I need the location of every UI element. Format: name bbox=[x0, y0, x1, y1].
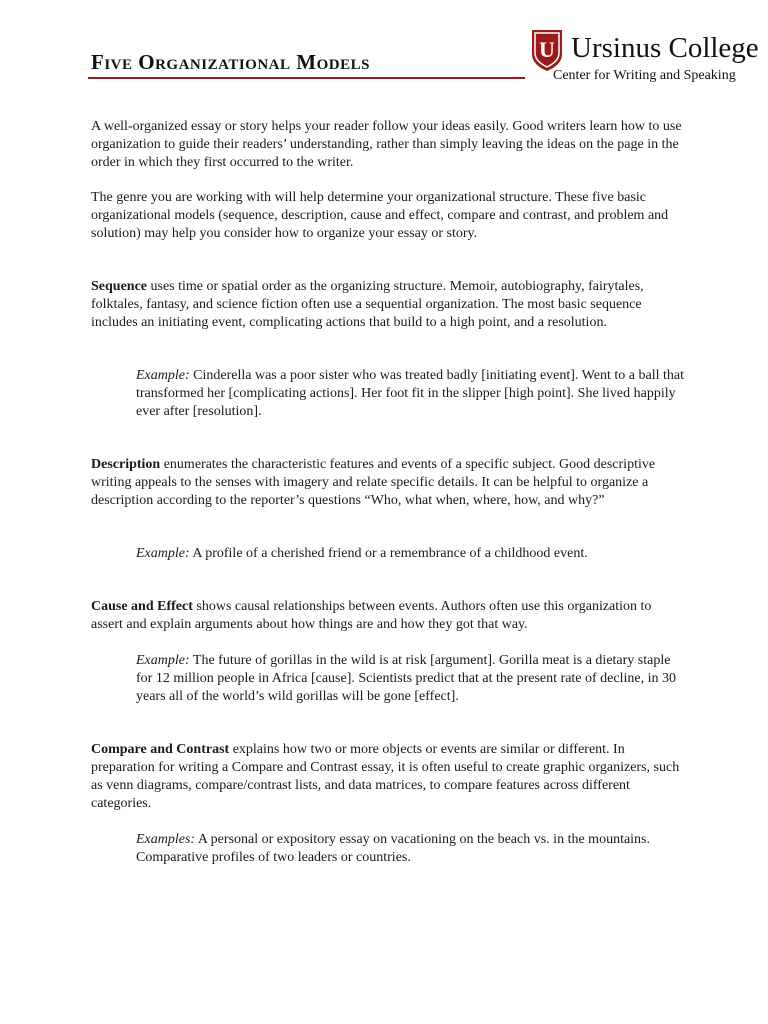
model-description: shows causal relationships between events. Authors often use this organization to assert and explain arguments about how things are and how they got that way. bbox=[91, 599, 652, 632]
title-underline bbox=[88, 77, 525, 79]
college-name: Ursinus College bbox=[571, 32, 759, 64]
example-label: Examples: bbox=[136, 832, 196, 847]
model-description-example bbox=[136, 545, 684, 563]
shield-u-icon bbox=[530, 28, 564, 72]
example-text: A personal or expository essay on vacationing on the beach vs. in the mountains. Comparative profiles of two leaders or countries. bbox=[136, 832, 651, 865]
logo-letter: U bbox=[539, 37, 555, 62]
model-description: explains how two or more objects or events are similar or different. In preparation for writing a Compare and Contrast essay, it is often useful to create graphic organizers, such as venn diagrams, compare/contrast lists, and data matrices, to compare features across different categories. bbox=[91, 742, 680, 811]
example-text: The future of gorillas in the wild is at risk [argument]. Gorilla meat is a dietary staple for 12 million people in Africa [cause]. Scientists predict that at the present rate of decline, in 30 years all of the world’s wild gorillas will be gone [effect]. bbox=[136, 653, 676, 704]
model-term: Description bbox=[91, 457, 161, 472]
model-cause-effect-paragraph bbox=[91, 598, 683, 634]
model-term: Compare and Contrast bbox=[91, 742, 230, 757]
model-sequence-paragraph bbox=[91, 278, 683, 332]
model-description: enumerates the characteristic features and events of a specific subject. Good descriptive writing appeals to the senses with imagery and relate specific details. It can be helpful to organize a description according to the reporter’s questions “Who, what when, where, how, and why?” bbox=[91, 457, 656, 508]
model-cause-effect-example bbox=[136, 652, 684, 706]
intro-paragraph: A well-organized essay or story helps your reader follow your ideas easily. Good writers learn how to use organization to guide their readers’ understanding, rather than simply leaving the ideas on the page in the order in which they first occurred to the writer. bbox=[91, 119, 682, 170]
model-sequence-example bbox=[136, 367, 684, 421]
example-label: Example: bbox=[136, 368, 190, 383]
model-description: uses time or spatial order as the organizing structure. Memoir, autobiography, fairytales, folktales, fantasy, and science fiction often use a sequential organization. The most basic sequence includes an initiating event, complicating actions that build to a high point, and a resolution. bbox=[91, 279, 644, 330]
example-label: Example: bbox=[136, 546, 190, 561]
model-compare-contrast-paragraph bbox=[91, 741, 683, 813]
model-term: Cause and Effect bbox=[91, 599, 193, 614]
model-term: Sequence bbox=[91, 279, 147, 294]
model-compare-contrast-example bbox=[136, 831, 684, 867]
intro-paragraph: The genre you are working with will help determine your organizational structure. These five basic organizational models (sequence, description, cause and effect, compare and contrast, and problem and solution) may help you consider how to organize your essay or story. bbox=[91, 190, 669, 241]
model-description-paragraph bbox=[91, 456, 683, 510]
example-text: A profile of a cherished friend or a remembrance of a childhood event. bbox=[189, 546, 588, 561]
example-text: Cinderella was a poor sister who was treated badly [initiating event]. Went to a ball that transformed her [complicating actions]. Her foot fit in the slipper [high point]. She lived happily ever after [resolution]. bbox=[136, 368, 684, 419]
example-label: Example: bbox=[136, 653, 190, 668]
college-subtitle: Center for Writing and Speaking bbox=[553, 68, 736, 83]
page-title: Five Organizational Models bbox=[91, 50, 370, 74]
